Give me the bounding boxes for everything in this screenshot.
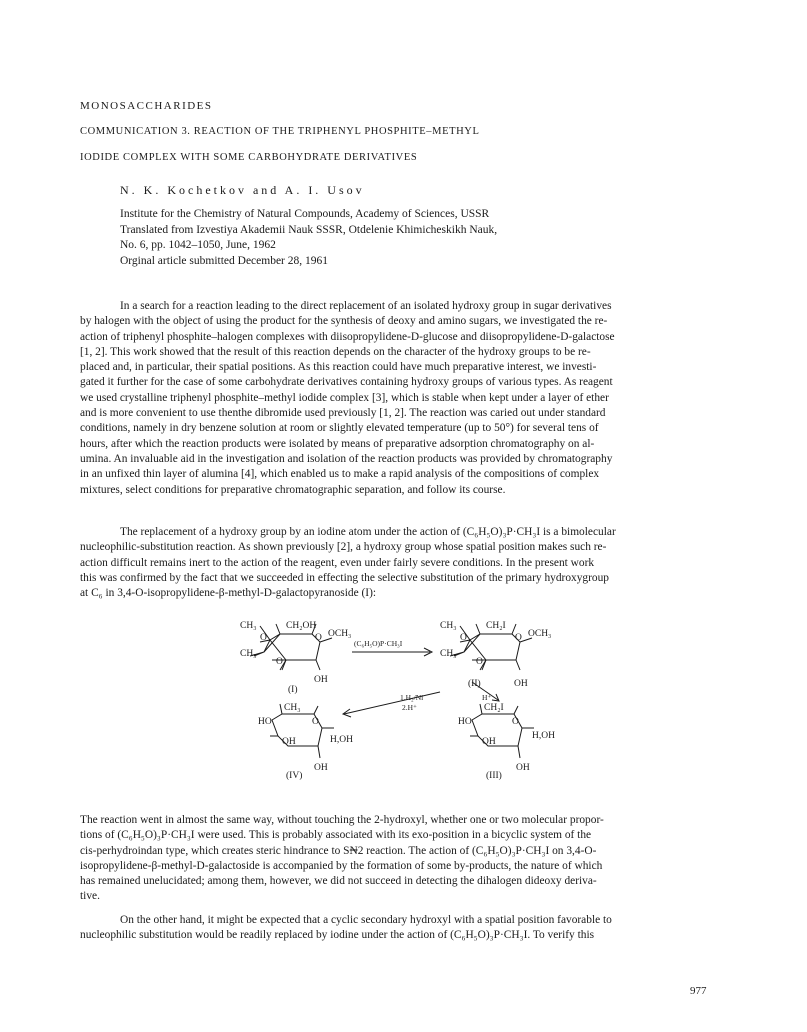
text-line: mixtures, select conditions for preparative chromatographic separation, and follow its course. [80,483,506,496]
text-line: action of triphenyl phosphite–halogen complexes with diisopropylidene-D-glucose and diisopropylidene-D-galactose [80,330,615,343]
text-line: action difficult remains inert to the action of the reagent, even under fairly severe conditions. In the present work [80,556,595,569]
text-line: On the other hand, it might be expected that a cyclic secondary hydroxyl with a spatial position favorable to [120,914,612,926]
label-ch3: CH₃ [284,703,301,713]
text-line: In a search for a reaction leading to the direct replacement of an isolated hydroxy group in sugar derivatives [120,300,612,312]
paragraph-1 [80,299,726,498]
reaction-scheme [220,612,600,792]
authors: N. K. Kochetkov and A. I. Usov [120,183,365,197]
molecule-IV [270,704,334,758]
text-line: hours, after which the reaction products were isolated by means of preparative adsorption chromatography on al- [80,437,595,450]
text-line: has remained unelucidated; among them, however, we did not succeed in detecting the dihalogen dideoxy deriva- [80,875,597,888]
text-line: tions of (C₆H₅O)₃P·CH₃I were used. This is probably associated with its exo-position in a bicyclic system of the [80,829,592,842]
label-o: O [512,717,519,727]
label-oh: OH [514,679,528,689]
compound-label-III: (III) [486,771,502,781]
text-line: The reaction went in almost the same way, without touching the 2-hydroxyl, whether one or two molecular propor- [80,814,604,826]
page-number: 977 [690,985,707,997]
compound-label-I: (I) [288,685,298,695]
label-ho: HO [458,717,472,727]
text-line: at C₆ in 3,4-O-isopropylidene-β-methyl-D-galactopyranoside (I): [80,587,377,600]
label-oh: OH [314,675,328,685]
label-oh: OH [314,763,328,773]
text-line: this was confirmed by the fact that we succeeded in effecting the selective substitution of the primary hydroxygroup [80,571,609,584]
text-line: isopropylidene-β-methyl-D-galactoside is accompanied by the formation of some by-products, the nature of which [80,859,603,872]
reagent-label: (C₆H₅O)P·CH₃I [354,639,403,648]
text-line: The replacement of a hydroxy group by an iodine atom under the action of (C₆H₅O)₃P·CH₃I is a bimolecular [120,526,616,538]
text-line: nucleophilic substitution would be readily replaced by iodine under the action of (C₆H₅O)₃P·CH₃I. To verify this [80,929,595,942]
label-och3: OCH₃ [328,629,352,639]
text-line: cis-perhydroindan type, which creates steric hindrance to S₦2 reaction. The action of (C₆H₅O)₃P·CH₃I on 3,4-O- [80,844,597,857]
text-line: we used crystalline triphenyl phosphite–methyl iodide complex [3], which is stable when kept under a layer of ether [80,391,609,404]
reaction-arrow-left [344,692,440,714]
affiliation-line: No. 6, pp. 1042–1050, June, 1962 [120,239,276,251]
label-h-oh: H,OH [330,735,353,745]
label-ch3: CH₃ [240,621,257,631]
section-title: MONOSACCHARIDES [80,100,213,112]
compound-label-II: (II) [468,679,481,689]
label-o: O [460,633,467,643]
paragraph-4 [80,913,726,944]
label-ho: HO [258,717,272,727]
paragraph-3 [80,813,726,905]
compound-label-IV: (IV) [286,771,303,781]
affiliation-line: Translated from Izvestiya Akademii Nauk SSSR, Otdelenie Khimicheskikh Nauk, [120,223,498,236]
condition-step-2: 2.H⁺ [402,703,417,712]
affiliation-line: Institute for the Chemistry of Natural Compounds, Academy of Sciences, USSR [120,208,490,220]
text-line: by halogen with the object of using the product for the synthesis of deoxy and amino sugars, we investigated the re- [80,315,608,328]
article-title-line-2: IODIDE COMPLEX WITH SOME CARBOHYDRATE DERIVATIVES [80,152,418,163]
text-line: nucleophilic-substitution reaction. As shown previously [2], a hydroxy group whose spatial position makes such re- [80,541,607,554]
label-och3: OCH₃ [528,629,552,639]
label-oh: OH [516,763,530,773]
paragraph-2 [80,525,726,601]
label-o: O [315,633,322,643]
affiliation [120,207,497,269]
text-line: umina. An invaluable aid in the investigation and isolation of the reaction products was provided by chromatography [80,452,613,465]
text-line: [1, 2]. This work showed that the result of this reaction depends on the character of the hydroxy groups to be re- [80,345,591,358]
label-o: O [276,657,283,667]
text-line: conditions, namely in dry benzene solution at room or slightly elevated temperature (up to 50°) for several tens of [80,422,599,435]
label-ch2oh: CH₂OH [286,621,317,631]
affiliation-line: Orginal article submitted December 28, 1961 [120,254,329,267]
label-h-oh: H,OH [532,731,555,741]
label-o: O [515,633,522,643]
label-ch3: CH₃ [440,649,457,659]
condition-step-1: 1.H₂/Ni [400,693,424,702]
label-o: O [260,633,267,643]
text-line: in an unfixed thin layer of alumina [4], which enabled us to make a rapid analysis of the compositions of complex [80,468,600,481]
text-line: tive. [80,890,100,903]
label-oh: OH [482,737,496,747]
label-o: O [476,657,483,667]
label-ch3: CH₃ [240,649,257,659]
label-ch3: CH₃ [440,621,457,631]
label-h-plus: H⁺ [482,693,492,702]
label-ch2i: CH₂I [484,703,504,713]
text-line: and is more convenient to use thenthe dibromide used previously [1, 2]. The reaction was caried out under standard [80,407,606,420]
label-ch2i: CH₂I [486,621,506,631]
label-o: O [312,717,319,727]
label-oh: OH [282,737,296,747]
text-line: gated it further for the case of some carbohydrate derivatives containing hydroxy groups of various types. As reagent [80,376,613,389]
article-title-line-1: COMMUNICATION 3. REACTION OF THE TRIPHENYL PHOSPHITE–METHYL [80,126,480,137]
text-line: placed and, in particular, their spatial positions. As this reaction could have much preparative interest, we investi- [80,361,597,374]
